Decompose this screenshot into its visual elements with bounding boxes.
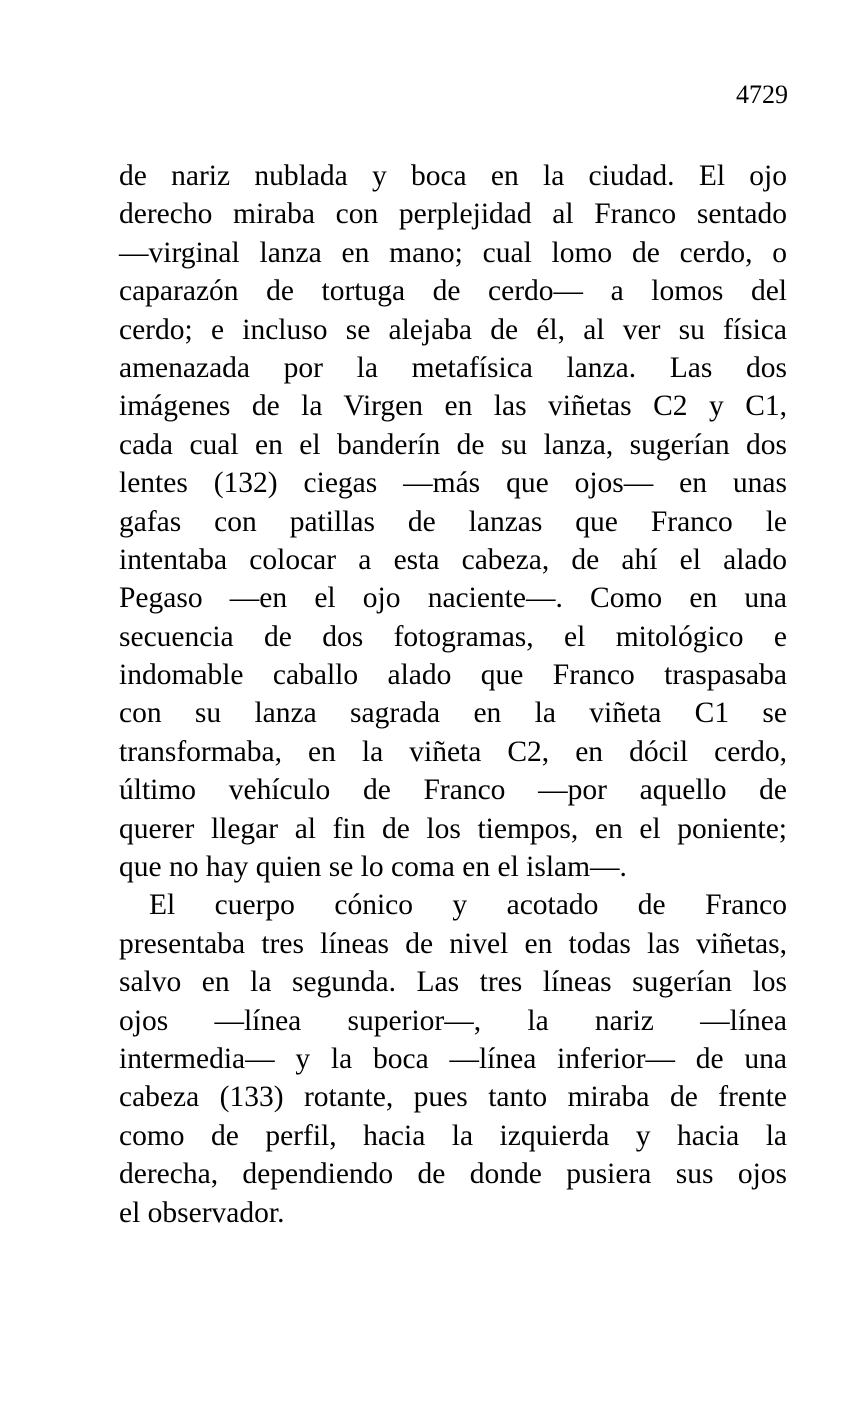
text-line: intermedia— y la boca —línea inferior— de una (119, 1042, 787, 1075)
text-line: querer llegar al fin de los tiempos, en el poniente; (119, 812, 787, 845)
body-text (119, 157, 787, 1232)
page-number: 4729 (736, 80, 788, 109)
text-line: cada cual en el banderín de su lanza, sugerían dos (119, 428, 787, 461)
text-line: lentes (132) ciegas —más que ojos— en unas (119, 467, 787, 500)
text-line: cerdo; e incluso se alejaba de él, al ver su física (119, 313, 787, 346)
paragraph-1 (119, 157, 787, 886)
text-line: gafas con patillas de lanzas que Franco le (119, 505, 787, 538)
text-line: imágenes de la Virgen en las viñetas C2 y C1, (119, 390, 787, 423)
text-line: último vehículo de Franco —por aquello de (119, 774, 787, 807)
text-line: con su lanza sagrada en la viñeta C1 se (119, 697, 787, 730)
text-line: amenazada por la metafísica lanza. Las dos (119, 351, 787, 384)
text-line: presentaba tres líneas de nivel en todas las viñetas, (119, 927, 787, 960)
text-line: que no hay quien se lo coma en el islam—. (119, 851, 627, 884)
text-line: El cuerpo cónico y acotado de Franco (149, 889, 787, 922)
text-line: indomable caballo alado que Franco traspasaba (119, 659, 787, 692)
text-line: intentaba colocar a esta cabeza, de ahí el alado (119, 543, 787, 576)
text-line: derecha, dependiendo de donde pusiera sus ojos (119, 1158, 787, 1191)
text-line: ojos —línea superior—, la nariz —línea (119, 1004, 787, 1037)
text-line: salvo en la segunda. Las tres líneas sugerían los (119, 966, 787, 999)
text-line: cabeza (133) rotante, pues tanto miraba de frente (119, 1081, 787, 1114)
text-line: —virginal lanza en mano; cual lomo de cerdo, o (119, 236, 787, 269)
text-line: caparazón de tortuga de cerdo— a lomos del (119, 275, 787, 308)
text-line: derecho miraba con perplejidad al Franco sentado (119, 198, 787, 231)
text-line: el observador. (119, 1196, 285, 1229)
paragraph-2 (119, 886, 787, 1232)
text-line: de nariz nublada y boca en la ciudad. El ojo (119, 160, 787, 192)
text-line: secuencia de dos fotogramas, el mitológico e (119, 620, 787, 653)
text-line: transformaba, en la viñeta C2, en dócil cerdo, (119, 735, 787, 768)
text-line: Pegaso —en el ojo naciente—. Como en una (119, 582, 787, 615)
text-line: como de perfil, hacia la izquierda y hacia la (119, 1119, 787, 1152)
